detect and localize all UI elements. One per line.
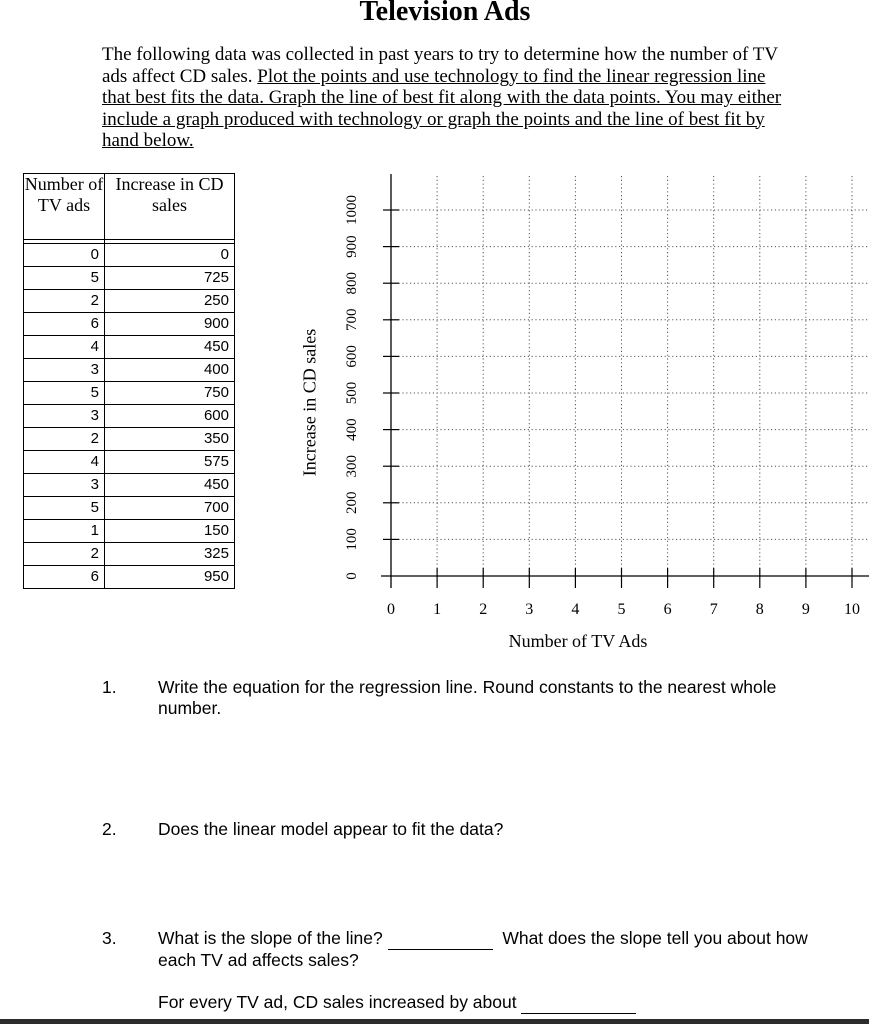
x-tick-label: 6 [663,601,672,618]
cd-sales-cell: 325 [105,543,235,566]
question-3-fill-text: For every TV ad, CD sales increased by about [158,992,517,1012]
x-tick-label: 9 [801,601,810,618]
tv-ads-cell: 3 [24,474,105,497]
intro-instructions: Plot the points and use technology to find the linear regression line that best fits the data. Graph the line of best fit along with the data points. You may either include a graph produced with technology or graph the points and the line of best fit by hand below. [102,65,782,151]
tv-ads-cell: 2 [24,543,105,566]
question-3 [102,928,818,971]
y-tick-label: 800 [344,271,360,295]
tv-ads-cell: 6 [24,313,105,336]
question-2-text: Does the linear model appear to fit the data? [158,819,504,839]
x-tick-label: 2 [479,601,488,618]
x-tick-label: 8 [755,601,764,618]
cd-sales-cell: 450 [105,336,235,359]
x-tick-label: 0 [387,601,395,618]
x-tick-label: 5 [617,601,626,618]
increase-answer-blank[interactable] [521,992,636,1014]
intro-text: The following data was collected in past years to try to determine how the number of TV ads affect CD sales. [102,44,778,87]
cd-sales-cell: 350 [105,428,235,451]
slope-answer-blank[interactable] [388,928,493,950]
question-2 [102,819,828,840]
tv-ads-cell: 4 [24,336,105,359]
cd-sales-cell: 600 [105,405,235,428]
cd-sales-cell: 575 [105,451,235,474]
cd-sales-cell: 450 [105,474,235,497]
cd-sales-cell: 150 [105,520,235,543]
y-tick-label: 200 [344,491,360,515]
tv-ads-cell: 5 [24,267,105,290]
x-axis-label: Number of TV Ads [508,631,648,651]
x-tick-label: 7 [709,601,718,618]
y-tick-label: 1000 [344,195,360,225]
question-3-number: 3. [102,928,117,948]
header-tv-ads: Number of TV ads [24,174,105,240]
tv-ads-cell: 2 [24,428,105,451]
tv-ads-cell: 2 [24,290,105,313]
tv-ads-cell: 5 [24,382,105,405]
question-1 [102,677,828,719]
cd-sales-cell: 900 [105,313,235,336]
y-tick-label: 100 [344,528,360,551]
cd-sales-cell: 400 [105,359,235,382]
page-title: Television Ads [359,0,531,27]
cd-sales-cell: 700 [105,497,235,520]
cd-sales-cell: 950 [105,566,235,589]
y-axis-label: Increase in CD sales [299,328,320,477]
tv-ads-cell: 3 [24,405,105,428]
tv-ads-cell: 1 [24,520,105,543]
y-tick-label: 300 [344,454,360,478]
tv-ads-cell: 0 [24,244,105,267]
bottom-edge-bar [0,1019,869,1024]
y-tick-label: 700 [344,308,360,332]
question-2-number: 2. [102,819,117,839]
x-tick-label: 10 [844,601,860,618]
question-3-fill [158,992,718,1014]
question-1-text: Write the equation for the regression line. Round constants to the nearest whole number. [158,677,777,718]
y-tick-label: 900 [344,235,360,258]
tv-ads-cell: 6 [24,566,105,589]
tv-ads-cell: 3 [24,359,105,382]
y-tick-label: 600 [344,345,360,368]
tv-ads-cell: 5 [24,497,105,520]
cd-sales-cell: 725 [105,267,235,290]
y-tick-label: 0 [344,572,360,580]
question-3-text-a: What is the slope of the line? [158,928,383,948]
cd-sales-cell: 250 [105,290,235,313]
y-tick-label: 400 [344,418,360,441]
cd-sales-cell: 0 [105,244,235,267]
x-tick-label: 1 [433,601,442,618]
cd-sales-cell: 750 [105,382,235,405]
y-tick-label: 500 [344,381,360,405]
x-tick-label: 3 [525,601,534,618]
tv-ads-cell: 4 [24,451,105,474]
question-1-number: 1. [102,677,117,697]
x-tick-label: 4 [571,601,580,618]
header-cd-sales: Increase in CD sales [105,174,235,240]
question-3-text-b: What does the slope tell you about how each TV ad affects sales? [158,928,808,970]
